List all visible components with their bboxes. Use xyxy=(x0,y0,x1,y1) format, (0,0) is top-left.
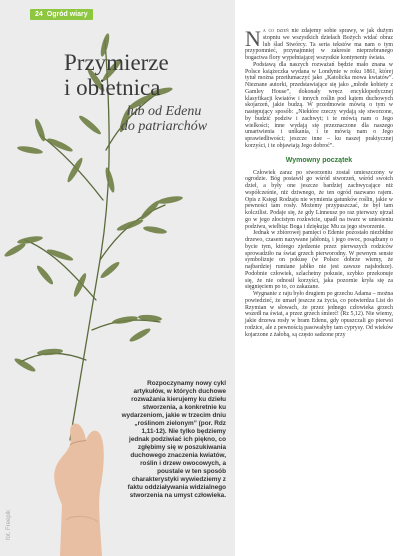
paragraph-1-text: nie zdajemy sobie sprawy, w jak dużym stopniu we wszystkich dziełach Bożych widać obraz lub ślad Stwórcy. Ta seria tekstów ma nam o tym przypomnieć, przynajmniej w zakresie nieprzebranego bogactwa flory wypełniającej wszystkie kontynenty świata. xyxy=(245,28,393,61)
paragraph-3: Człowiek zaraz po stworzeniu został umieszczony w ogrodzie. Bóg postawił go wśród stworzeń, wśród swoich dzieł, a były one jeszcze bardziej zachwycające niż współcześnie, niż dziwnego, że ten ogród nazwano rajem. Opis z Księgi Rodzaju nie wymienia gatunków roślin, jakie w pewności tam rosły. Możemy przypuszczać, że był tam kolczilist. Podaje się, że gdy Linneusz po raz pierwszy ujrzał go w jego złocistym rozkwicie, upadł na twarz w uniesieniu podziwu, wielbiąc Boga i dziękując Mu za jego stworzenie. xyxy=(245,169,393,230)
paragraph-1 xyxy=(245,28,393,62)
article-subtitle xyxy=(94,104,234,134)
drop-cap: N xyxy=(245,26,261,51)
page-number: 24 xyxy=(35,11,43,18)
paragraph-5: Wygnanie z raju było drugiem po grzechu Adama – można powiedzieć, że umarł jeszcze za życia, co potwierdza List do Rzymian w słowach, że przez jednego człowieka grzech wszedł na świat, a przez grzech śmierć! (Rz 5,12). Nie wiemy, jakie drzewa rosły w bram Edenu, gdy opuszczali go pierwsi rodzice, ale z pewnością pasowałyby tam cyprysy. Od wieków kojarzone z żałobą, są często sadzone przy xyxy=(245,291,393,338)
subtitle-line-1: lub od Edenu xyxy=(126,104,202,119)
subtitle-line-2: do patriarchów xyxy=(120,119,208,134)
paragraph-4: Jednak w zbiorowej pamięci o Edenie pozostało niezbłdne drzewo, czasem nazywane jabłonią, i jego owoc, posądzany o bycie tym, którego zjedzenie przez pierwszych rodziców sprowadziło na świat grzech pierworodny. W pewnym sensie symbolizuje on pokusę (w Polsce dobrze wiemy, że najbardziej rumiane jabłko nie jest zawsze najsłodsze). Podobnie człowiek, szlachetny pokusie, szybko przekonuje się, że nie odnosił korzyści, jaka pozornie kryła się za sięgnięciem po to, co zakazane. xyxy=(245,230,393,291)
title-line-2: i obietnica xyxy=(64,75,161,100)
lead-paragraph: Rozpoczynamy nowy cykl artykułów, w których duchowe rozważania kierujemy ku dziełu stworzenia, a konkretnie ku wydarzeniom, jakie w trzecim dniu „roślinom zielonym” (por. Rdz 1,11-12). Nie tylko będziemy jednak podziwiać ich piękno, co zgłębimy się w poszukiwania duchowego znaczenia kwiatów, roślin i drzew owocowych, a poustale w ten sposób charakterystyki wywiedziemy z faktu oddziaływania widzialnego stworzenia na umyst człowieka. xyxy=(121,380,226,499)
section-name: Ogród wiary xyxy=(46,11,88,18)
section-badge xyxy=(30,9,93,20)
paragraph-2: Podstawą dla naszych rozważań będzie mało znana w Polsce książeczka wydana w Londynie w roku 1861, której tytuł można przetłumaczyć jako „Katolicka mowa kwiatów”. Nieznane autorki, przedstawiające się jako „młode kobiety z Gamley House”, dokonały wręcz encyklopedycznej klasyfikacji kwiatów i innych roślin pod kątem duchowych skojarzeń, jakie budzą. W przedmowie mówią o tym w następujący sposób: „Niektóre rzeczy wydają się stworzone, by budzić podziw i zachwyt; i te mówią nam o Jego wielkości; inne wydają się przeznaczone dla naszego umartwienia i unikania, i te mówią nam o Jego sprawiedliwości; jeszcze inne – ku naszej praktycznej korzyści, i te objawiają Jego dobroć”. xyxy=(245,61,393,149)
photo-credit: fot. Freepik xyxy=(6,509,12,540)
title-line-1: Przymierze xyxy=(64,50,169,75)
article-title xyxy=(64,50,224,100)
section-heading: Wymowny początek xyxy=(285,156,353,164)
paragraph-1-smallcaps: a co dzień xyxy=(262,28,289,34)
article-body xyxy=(245,28,393,338)
